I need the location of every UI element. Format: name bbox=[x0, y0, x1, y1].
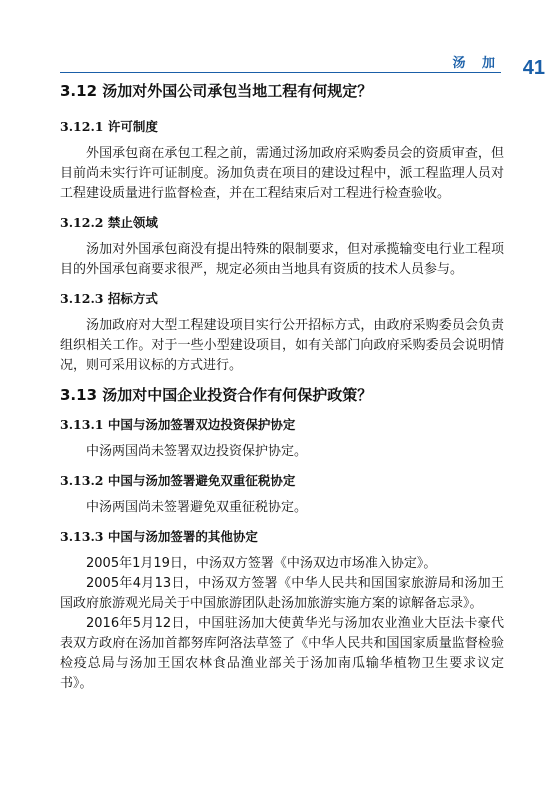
page-content bbox=[60, 80, 504, 694]
subsection-title: 3.13.3 中国与汤加签署的其他协定 bbox=[60, 529, 258, 544]
subsection-title: 3.13.2 中国与汤加签署避免双重征税协定 bbox=[60, 473, 296, 488]
paragraph: 外国承包商在承包工程之前，需通过汤加政府采购委员会的资质审查，但目前尚未实行许可证制度。汤加负责在项目的建设过程中，派工程监理人员对工程建设质量进行监督检查，并在工程结束后对工程进行检查验收。 bbox=[60, 146, 504, 201]
paragraph: 中汤两国尚未签署双边投资保护协定。 bbox=[86, 444, 308, 459]
header-rule bbox=[60, 72, 501, 73]
subsection-title: 3.13.1 中国与汤加签署双边投资保护协定 bbox=[60, 417, 296, 432]
paragraph: 2016年5月12日，中国驻汤加大使黄华光与汤加农业渔业大臣法卡豪代表双方政府在汤加首都努库阿洛法草签了《中华人民共和国国家质量监督检验检疫总局与汤加王国农林食品渔业部关于汤加南瓜输华植物卫生要求议定书》。 bbox=[60, 616, 504, 691]
paragraph: 汤加政府对大型工程建设项目实行公开招标方式，由政府采购委员会负责组织相关工作。对于一些小型建设项目，如有关部门向政府采购委员会说明情况，则可采用议标的方式进行。 bbox=[60, 318, 504, 373]
running-head: 汤 加 bbox=[452, 56, 501, 71]
paragraph: 汤加对外国承包商没有提出特殊的限制要求，但对承揽输变电行业工程项目的外国承包商要求很严，规定必须由当地具有资质的技术人员参与。 bbox=[60, 242, 504, 277]
section-title: 3.12 汤加对外国公司承包当地工程有何规定？ bbox=[60, 82, 373, 100]
subsection-title: 3.12.1 许可制度 bbox=[60, 119, 158, 134]
paragraph: 2005年1月19日，中汤双方签署《中汤双边市场准入协定》。 bbox=[86, 556, 437, 571]
subsection-title: 3.12.3 招标方式 bbox=[60, 291, 158, 306]
subsection-title: 3.12.2 禁止领域 bbox=[60, 215, 158, 230]
paragraph: 2005年4月13日，中汤双方签署《中华人民共和国国家旅游局和汤加王国政府旅游观光局关于中国旅游团队赴汤加旅游实施方案的谅解备忘录》。 bbox=[60, 576, 504, 611]
page-number: 41 bbox=[522, 57, 545, 79]
section-title: 3.13 汤加对中国企业投资合作有何保护政策？ bbox=[60, 386, 373, 404]
paragraph: 中汤两国尚未签署避免双重征税协定。 bbox=[86, 500, 308, 515]
